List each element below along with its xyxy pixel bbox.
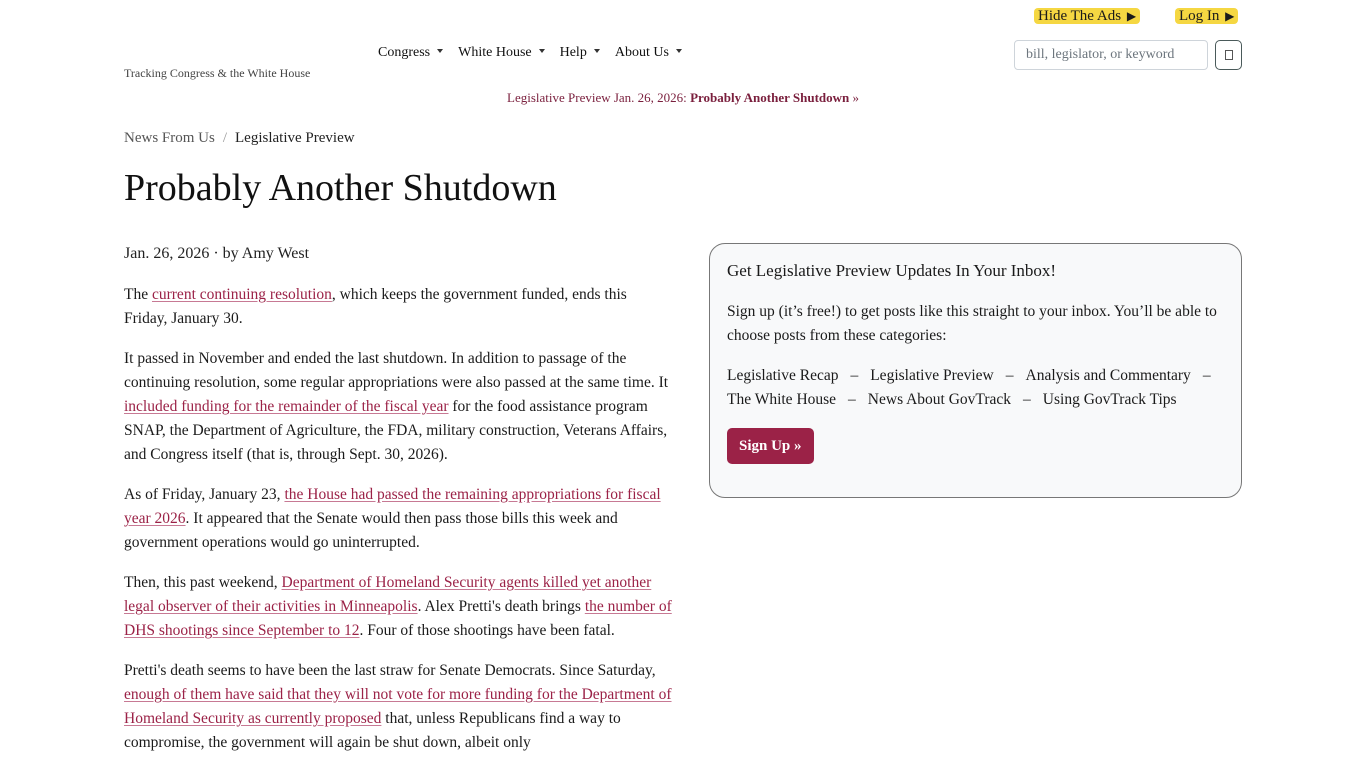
text: . Four of those shootings have been fatal.: [359, 622, 615, 639]
caret-down-icon: [437, 49, 443, 53]
text: for the food assistance program SNAP, the Department of Agriculture, the FDA, military construction, Veterans Affairs, and Congress itself (that is, through Sept. 30, 2026).: [124, 398, 668, 463]
signup-description: Sign up (it’s free!) to get posts like this straight to your inbox. You’ll be able to choose posts from these categories:: [727, 303, 1217, 344]
link-continuing-resolution[interactable]: current continuing resolution: [151, 286, 332, 303]
site-tagline: Tracking Congress & the White House: [124, 66, 311, 80]
dash-separator: –: [1005, 367, 1014, 384]
link-dhs-shootings[interactable]: the number of DHS shootings since September to 12: [124, 598, 672, 639]
page-title: Probably Another Shutdown: [124, 167, 557, 209]
search-button[interactable]: [1215, 40, 1242, 70]
hide-ads-button[interactable]: [1034, 8, 1140, 24]
breadcrumb-separator: /: [222, 130, 228, 146]
text: . It appeared that the Senate would then pass those bills this week and government operations would go uninterrupted.: [124, 510, 618, 551]
category-list: [727, 364, 1224, 412]
search-icon: [1225, 50, 1233, 60]
featured-post-banner: [0, 90, 1366, 106]
search-input[interactable]: [1014, 40, 1208, 70]
text: The: [124, 286, 152, 303]
link-senate-democrats[interactable]: enough of them have said that they will not vote for more funding for the Department of Homeland Security as currently proposed: [124, 686, 672, 727]
category-item: Using GovTrack Tips: [1042, 391, 1177, 408]
text: Pretti's death seems to have been the last straw for Senate Democrats. Since Saturday,: [124, 662, 656, 679]
nav-label: Help: [559, 45, 587, 60]
paragraph: [124, 571, 672, 643]
text: , which keeps the government funded, ends this Friday, January 30.: [124, 286, 627, 327]
nav-help[interactable]: [560, 45, 600, 61]
dash-separator: –: [850, 367, 859, 384]
hide-ads-label: Hide The Ads: [1038, 8, 1122, 24]
article-date: Jan. 26, 2026: [124, 245, 210, 262]
article-author: by Amy West: [222, 245, 310, 262]
caret-down-icon: [676, 49, 682, 53]
sign-up-button[interactable]: Sign Up »: [727, 428, 814, 464]
text: Then, this past weekend,: [124, 574, 282, 591]
text: that, unless Republicans find a way to compromise, the government will again be shut down, albeit only: [124, 710, 621, 751]
main-nav: [378, 45, 697, 61]
category-item: The White House: [727, 391, 837, 408]
link-dhs-minneapolis[interactable]: Department of Homeland Security agents killed yet another legal observer of their activities in Minneapolis: [124, 574, 652, 615]
text: It passed in November and ended the last shutdown. In addition to passage of the continuing resolution, some regular appropriations were also passed at the same time. It: [124, 350, 669, 391]
nav-about-us[interactable]: [615, 45, 682, 61]
paragraph: [124, 347, 672, 467]
promo-title: Probably Another Shutdown: [690, 90, 850, 105]
nav-white-house[interactable]: [458, 45, 544, 61]
dash-separator: –: [1202, 367, 1211, 384]
promo-suffix: »: [849, 90, 859, 105]
dash-separator: –: [848, 391, 856, 408]
category-item: Legislative Recap: [727, 367, 839, 384]
featured-post-link[interactable]: [507, 90, 859, 105]
nav-label: White House: [458, 45, 532, 60]
text: As of Friday, January 23,: [124, 486, 285, 503]
promo-prefix: Legislative Preview Jan. 26, 2026:: [507, 90, 691, 105]
login-button[interactable]: [1175, 8, 1238, 24]
paragraph: [124, 659, 672, 755]
category-item: Analysis and Commentary: [1025, 367, 1191, 384]
category-item: Legislative Preview: [870, 367, 994, 384]
article-body: [124, 283, 672, 771]
dash-separator: –: [1023, 391, 1031, 408]
nav-label: About Us: [614, 45, 669, 60]
byline-separator: ·: [209, 245, 223, 262]
nav-label: Congress: [378, 45, 431, 60]
caret-down-icon: [594, 49, 600, 53]
breadcrumb-legislative-preview[interactable]: Legislative Preview: [235, 130, 355, 146]
play-arrow-icon: ▶: [1126, 9, 1137, 23]
signup-heading: Get Legislative Preview Updates In Your Inbox!: [727, 261, 1057, 280]
paragraph: [124, 483, 672, 555]
category-item: News About GovTrack: [867, 391, 1012, 408]
login-label: Log In: [1179, 8, 1220, 24]
newsletter-signup-card: [709, 243, 1242, 498]
play-arrow-icon: ▶: [1225, 9, 1235, 23]
text: . Alex Pretti's death brings: [417, 598, 585, 615]
article-byline: [124, 245, 309, 263]
breadcrumb: [124, 130, 355, 147]
caret-down-icon: [539, 49, 545, 53]
link-house-appropriations[interactable]: the House had passed the remaining appropriations for fiscal year 2026: [124, 486, 661, 527]
nav-congress[interactable]: [378, 45, 443, 61]
breadcrumb-news-from-us[interactable]: News From Us: [124, 130, 215, 146]
link-funding-remainder[interactable]: included funding for the remainder of the fiscal year: [124, 398, 449, 415]
paragraph: [124, 283, 672, 331]
